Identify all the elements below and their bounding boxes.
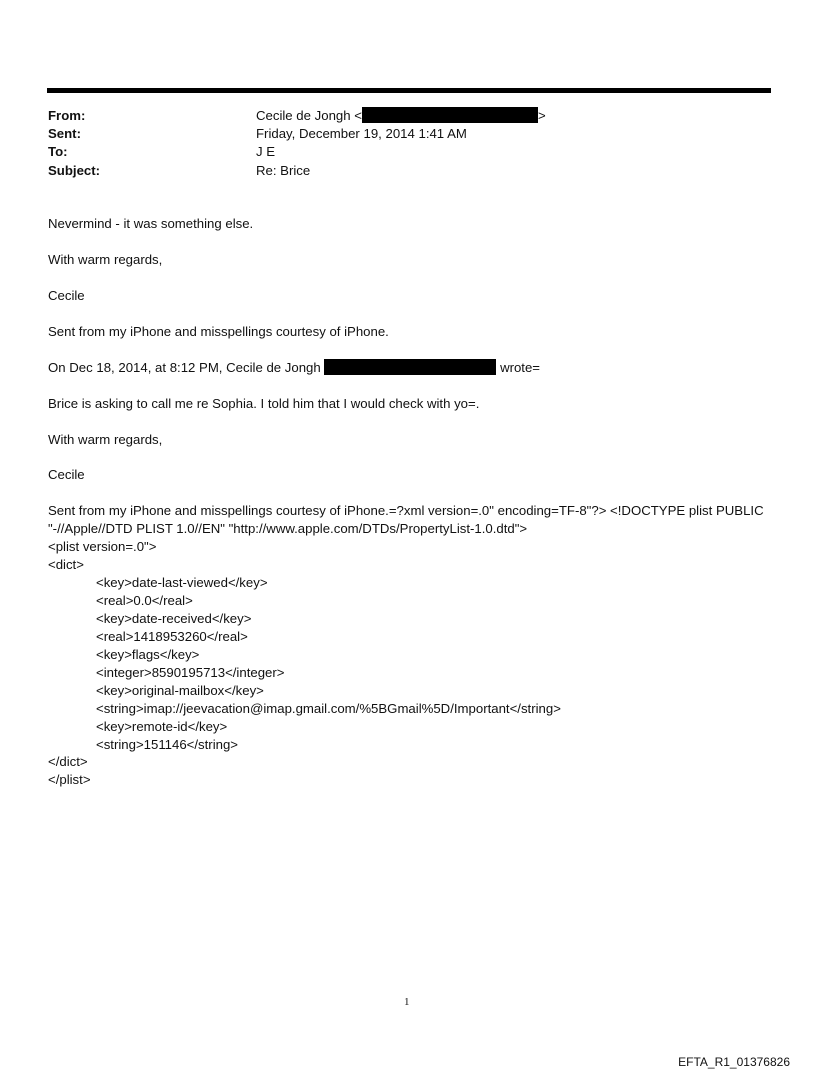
plist-line: </plist> [48,772,91,787]
page-number: 1 [404,996,410,1008]
plist-item: <key>date-received</key> [96,611,252,626]
plist-item: <key>date-last-viewed</key> [96,575,268,590]
to-label: To: [48,144,68,159]
plist-item: <key>original-mailbox</key> [96,683,264,698]
redaction-box [324,359,496,375]
signature: Cecile [48,467,85,482]
body-line: Nevermind - it was something else. [48,216,254,231]
document-id: EFTA_R1_01376826 [678,1055,790,1069]
quote-header [48,359,540,377]
from-name: Cecile de Jongh < [256,108,362,123]
plist-line: <plist version=.0"> [48,539,157,554]
subject-label: Subject: [48,163,101,178]
plist-item: <real>0.0</real> [96,593,193,608]
redaction-box [362,107,538,123]
signature: Cecile [48,288,85,303]
signoff: With warm regards, [48,432,163,447]
to-value: J E [256,144,276,159]
plist-item: <real>1418953260</real> [96,629,248,644]
plist-line: </dict> [48,754,88,769]
quote-suffix: wrote= [500,360,541,375]
plist-item: <string>imap://jeevacation@imap.gmail.com/%5BGmail%5D/Important</string> [96,701,561,716]
plist-line: Sent from my iPhone and misspellings courtesy of iPhone.=?xml version=.0" encoding=TF-8"?> <!DOCTYPE plist PUBLIC [48,503,764,518]
mobile-footer: Sent from my iPhone and misspellings courtesy of iPhone. [48,324,389,339]
plist-item: <key>flags</key> [96,647,200,662]
quote-prefix: On Dec 18, 2014, at 8:12 PM, Cecile de Jongh [48,360,321,375]
sent-value: Friday, December 19, 2014 1:41 AM [256,126,467,141]
plist-item: <key>remote-id</key> [96,719,228,734]
subject-value: Re: Brice [256,163,311,178]
header-rule [47,88,771,93]
plist-item: <string>151146</string> [96,737,238,752]
from-label: From: [48,108,86,123]
from-value [256,107,546,125]
plist-line: "-//Apple//DTD PLIST 1.0//EN" "http://www.apple.com/DTDs/PropertyList-1.0.dtd"> [48,521,528,536]
body-line: Brice is asking to call me re Sophia. I told him that I would check with yo=. [48,396,480,411]
plist-line: <dict> [48,557,84,572]
signoff: With warm regards, [48,252,163,267]
from-suffix: > [537,108,546,123]
sent-label: Sent: [48,126,81,141]
plist-item: <integer>8590195713</integer> [96,665,285,680]
